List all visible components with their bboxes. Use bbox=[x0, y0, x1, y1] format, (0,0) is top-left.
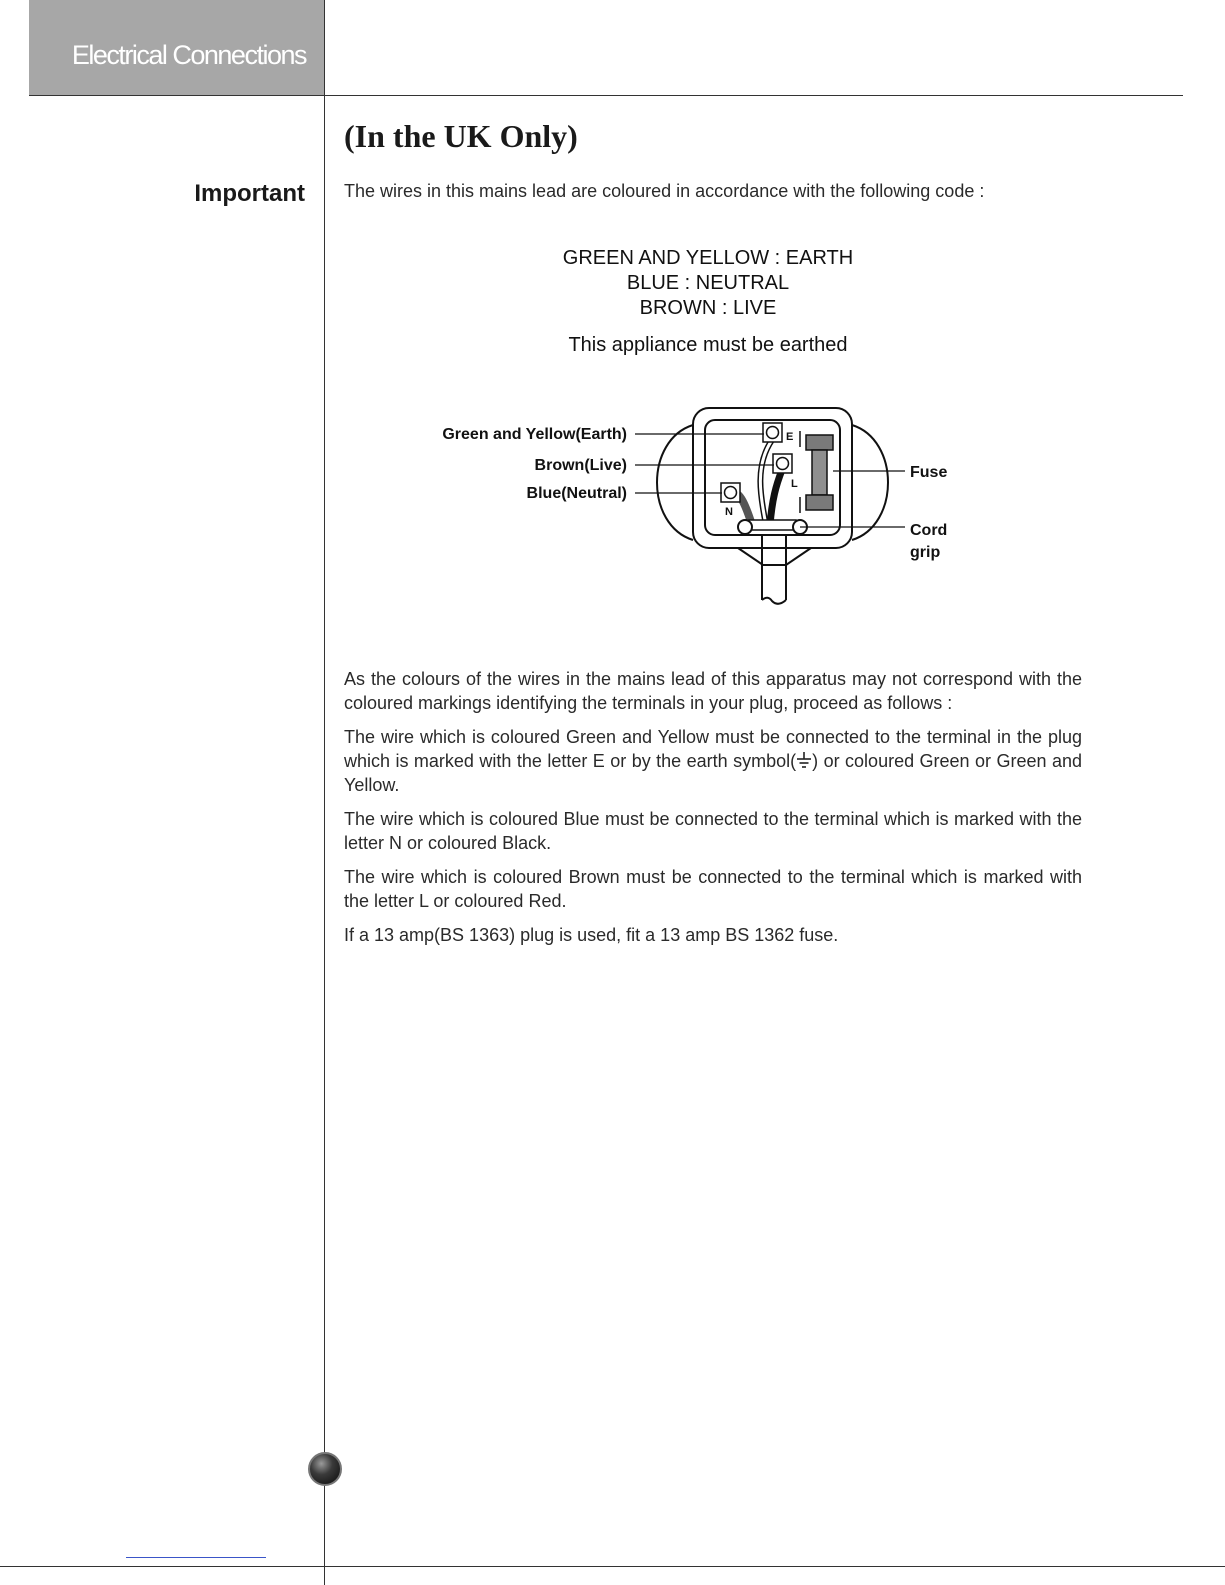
paragraph-live: The wire which is coloured Brown must be connected to the terminal which is marked with the letter L or coloured Red. bbox=[344, 867, 1082, 911]
earthed-note: This appliance must be earthed bbox=[568, 334, 848, 356]
paragraph-earth-a: The wire which is coloured Green and Yellow must be connected to the terminal in the plug which is marked with the letter E or by the earth symbol( bbox=[344, 727, 1082, 771]
terminal-l bbox=[773, 454, 792, 473]
important-label: Important bbox=[194, 180, 305, 207]
footer-rule bbox=[0, 1566, 1225, 1567]
plug-wiring-diagram bbox=[420, 395, 980, 610]
terminal-e bbox=[763, 423, 782, 442]
terminal-n-letter: N bbox=[725, 506, 733, 518]
paragraph-earth bbox=[344, 725, 1082, 797]
page-title: (In the UK Only) bbox=[344, 118, 578, 154]
margin-rule bbox=[324, 0, 325, 1585]
paragraph-colour-note: As the colours of the wires in the mains lead of this apparatus may not correspond with the coloured markings identifying the terminals in your plug, proceed as follows : bbox=[344, 669, 1082, 713]
code-live: BROWN : LIVE bbox=[639, 297, 777, 319]
page-dot-icon bbox=[308, 1452, 342, 1486]
header-rule bbox=[29, 95, 1183, 96]
footer-link-line bbox=[126, 1557, 266, 1558]
terminal-n bbox=[721, 483, 740, 502]
terminal-e-letter: E bbox=[786, 431, 794, 443]
section-title: Electrical Connections bbox=[71, 40, 306, 70]
instructions bbox=[344, 667, 1082, 957]
label-earth: Green and Yellow(Earth) bbox=[442, 426, 627, 443]
label-fuse: Fuse bbox=[910, 464, 948, 481]
earth-symbol-icon bbox=[796, 751, 812, 769]
paragraph-earth-b: ) or coloured Green or Green and Yellow. bbox=[344, 751, 1082, 795]
paragraph-neutral: The wire which is coloured Blue must be connected to the terminal which is marked with the letter N or coloured Black. bbox=[344, 809, 1082, 853]
section-tab bbox=[29, 0, 325, 95]
code-earth: GREEN AND YELLOW : EARTH bbox=[562, 247, 854, 269]
label-cord: Cord bbox=[910, 522, 948, 539]
intro-text: The wires in this mains lead are coloured in accordance with the following code : bbox=[344, 181, 985, 201]
label-live: Brown(Live) bbox=[534, 457, 627, 474]
code-neutral: BLUE : NEUTRAL bbox=[626, 272, 790, 294]
label-grip: grip bbox=[910, 544, 941, 561]
paragraph-fuse: If a 13 amp(BS 1363) plug is used, fit a 13 amp BS 1362 fuse. bbox=[344, 925, 839, 945]
wire-colour-code bbox=[458, 246, 958, 321]
label-neutral: Blue(Neutral) bbox=[526, 485, 627, 502]
terminal-l-letter: L bbox=[791, 478, 798, 490]
